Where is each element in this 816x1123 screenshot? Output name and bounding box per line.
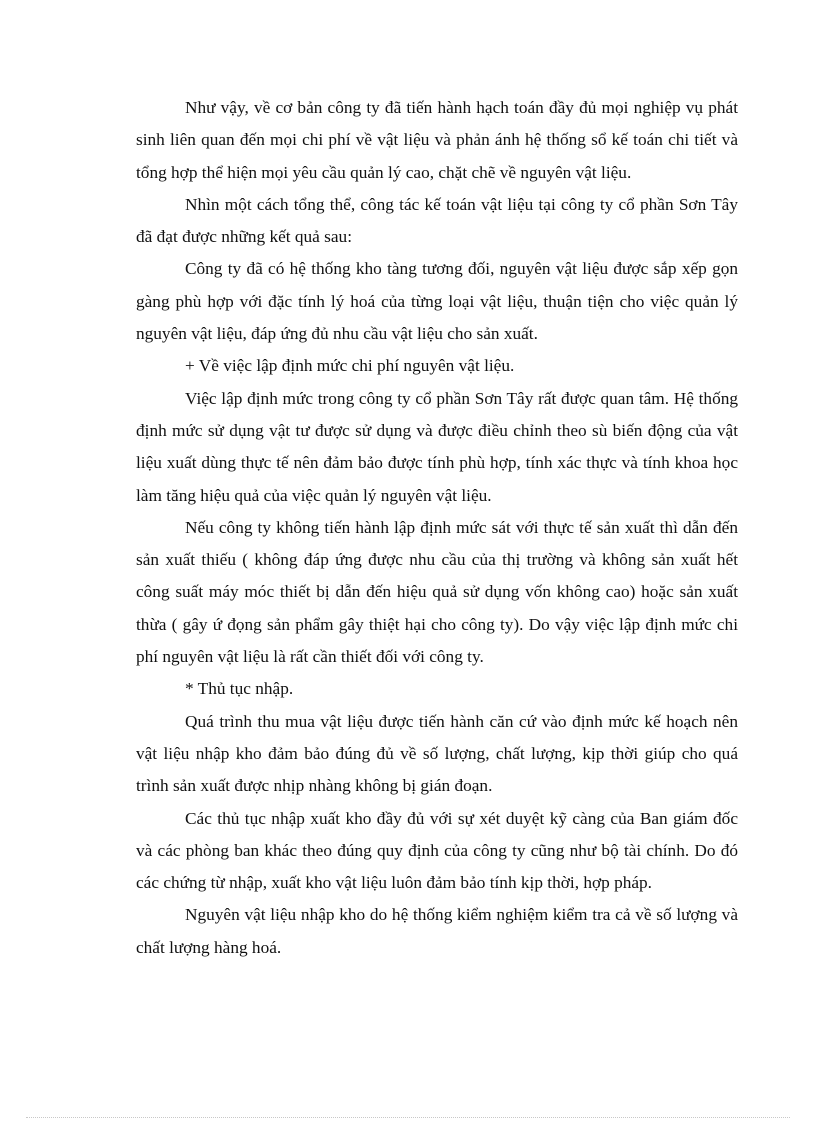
paragraph-norm-consequences: Nếu công ty không tiến hành lập định mức sát với thực tế sản xuất thì dẫn đến sản xuất thiếu ( không đáp ứng được nhu cầu của thị trường và không sản xuất hết công suất máy móc thiết bị dẫn đến hiệu quả sử dụng vốn không cao) hoặc sản xuất thừa ( gây ứ đọng sản phẩm gây thiệt hại cho công ty). Do vậy việc lập định mức chi phí nguyên vật liệu là rất cần thiết đối với công ty. bbox=[136, 517, 738, 667]
paragraph-receipt-procedure-heading: * Thủ tục nhập. bbox=[185, 679, 294, 699]
paragraph-approval-procedures: Các thủ tục nhập xuất kho đầy đủ với sự xét duyệt kỹ càng của Ban giám đốc và các phòng ban khác theo đúng quy định của công ty cũng như bộ tài chính. Do đó các chứng từ nhập, xuất kho vật liệu luôn đảm bảo tính kịp thời, hợp pháp. bbox=[136, 808, 738, 893]
paragraph-overall-results-intro: Nhìn một cách tổng thể, công tác kế toán vật liệu tại công ty cổ phần Sơn Tây đã đạt được những kết quả sau: bbox=[136, 194, 738, 247]
paragraph-summary-accounting: Như vậy, về cơ bản công ty đã tiến hành hạch toán đầy đủ mọi nghiệp vụ phát sinh liên quan đến mọi chi phí về vật liệu và phản ánh hệ thống sổ kế toán chi tiết và tổng hợp thể hiện mọi yêu cầu quản lý cao, chặt chẽ về nguyên vật liệu. bbox=[136, 98, 738, 182]
page-bottom-divider bbox=[26, 1117, 790, 1118]
document-body bbox=[136, 92, 738, 964]
paragraph-purchasing-process: Quá trình thu mua vật liệu được tiến hành căn cứ vào định mức kế hoạch nên vật liệu nhập kho đảm bảo đúng đủ về số lượng, chất lượng, kịp thời giúp cho quá trình sản xuất được nhịp nhàng không bị gián đoạn. bbox=[136, 711, 738, 796]
paragraph-inspection: Nguyên vật liệu nhập kho do hệ thống kiểm nghiệm kiểm tra cả về số lượng và chất lượng hàng hoá. bbox=[136, 905, 738, 957]
paragraph-warehouse-system: Công ty đã có hệ thống kho tàng tương đối, nguyên vật liệu được sắp xếp gọn gàng phù hợp với đặc tính lý hoá của từng loại vật liệu, thuận tiện cho việc quản lý nguyên vật liệu, đáp ứng đủ nhu cầu vật liệu cho sản xuất. bbox=[136, 259, 738, 344]
paragraph-norm-heading: + Về việc lập định mức chi phí nguyên vật liệu. bbox=[185, 356, 515, 376]
paragraph-norm-setting: Việc lập định mức trong công ty cổ phần Sơn Tây rất được quan tâm. Hệ thống định mức sử dụng vật tư được sử dụng và được điều chỉnh theo sù biến động của vật liệu xuất dùng thực tế nên đảm bảo được tính phù hợp, tính xác thực và tính khoa học làm tăng hiệu quả của việc quản lý nguyên vật liệu. bbox=[136, 388, 738, 505]
